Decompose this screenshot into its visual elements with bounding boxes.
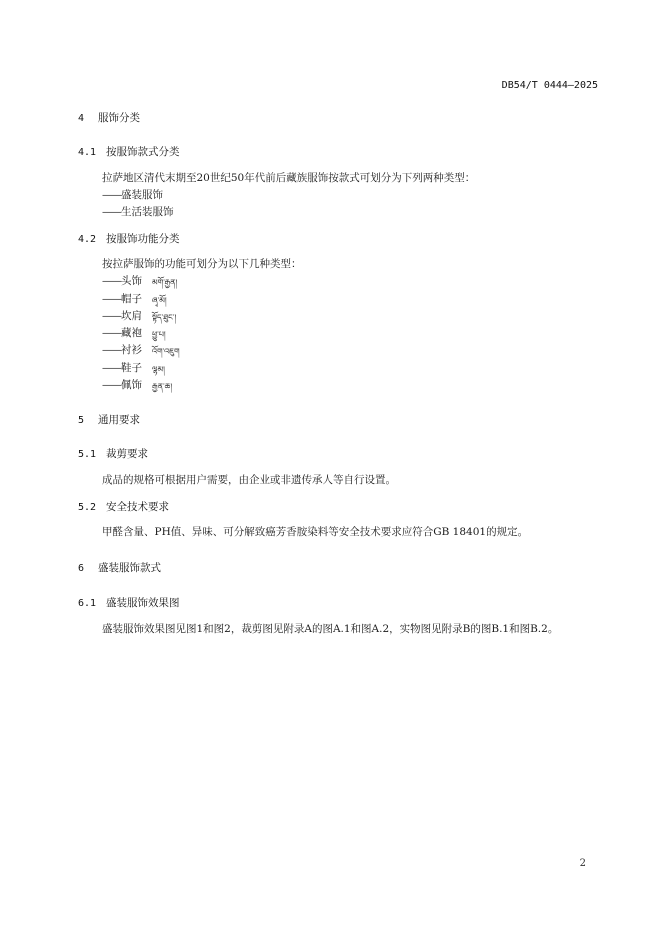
tibetan-term: འོག་འཇུག [152, 347, 180, 356]
list-item [102, 204, 174, 219]
section-4-1-heading [78, 144, 180, 159]
tibetan-term: མགོ་རྒྱན། [152, 278, 178, 287]
list-dash: —— [102, 344, 121, 356]
section-title: 裁剪要求 [106, 448, 148, 460]
list-dash: —— [102, 206, 121, 218]
section-6-1-heading [78, 595, 180, 610]
section-6-1-text: 盛装服饰效果图见图1和图2，裁剪图见附录A的图A.1和图A.2，实物图见附录B的图B.1和图B.2。 [102, 623, 559, 635]
list-dash: —— [102, 379, 121, 391]
section-title: 服饰分类 [98, 112, 140, 124]
section-number: 6 [78, 563, 85, 574]
section-number: 6.1 [78, 598, 97, 609]
list-item-label: 藏袍 [121, 327, 142, 339]
section-4-2-intro: 按拉萨服饰的功能可划分为以下几种类型： [102, 258, 302, 270]
section-5-1-text: 成品的规格可根据用户需要，由企业或非遗传承人等自行设置。 [102, 474, 396, 486]
list-dash: —— [102, 189, 121, 201]
section-5-2-text: 甲醛含量、PH值、异味、可分解致癌芳香胺染料等安全技术要求应符合GB 18401的规定。 [102, 526, 529, 538]
list-item-label: 盛装服饰 [121, 189, 163, 201]
list-item [102, 377, 172, 400]
section-title: 通用要求 [98, 414, 140, 426]
section-4-heading [78, 110, 140, 125]
section-5-heading [78, 412, 140, 427]
section-number: 5.1 [78, 449, 97, 460]
list-item-label: 坎肩 [121, 310, 142, 322]
list-dash: —— [102, 275, 121, 287]
list-dash: —— [102, 293, 121, 305]
section-title: 盛装服饰效果图 [106, 597, 180, 609]
section-number: 5 [78, 415, 85, 426]
list-item-label: 头饰 [121, 275, 142, 287]
page-number: 2 [579, 858, 586, 869]
section-5-1-heading [78, 446, 148, 461]
list-item-label: 鞋子 [121, 362, 142, 374]
list-item-label: 生活装服饰 [121, 206, 174, 218]
list-item [102, 187, 163, 202]
section-number: 4.2 [78, 234, 97, 245]
list-item-label: 佩饰 [121, 379, 142, 391]
tibetan-term: ཞྭ་མོ། [152, 296, 167, 305]
section-number: 5.2 [78, 502, 97, 513]
tibetan-term: རྒྱན་ཆ། [152, 382, 173, 391]
list-item-label: 衬衫 [121, 344, 142, 356]
tibetan-term: སྟོད་ཐུང་། [152, 313, 177, 322]
document-code: DB54/T 0444—2025 [501, 80, 598, 91]
section-4-2-heading [78, 231, 180, 246]
section-title: 按服饰功能分类 [106, 233, 180, 245]
section-5-2-heading [78, 499, 169, 514]
section-title: 安全技术要求 [106, 501, 169, 513]
list-dash: —— [102, 327, 121, 339]
tibetan-term: ཕྱུ་པ། [152, 330, 166, 339]
section-title: 盛装服饰款式 [98, 562, 161, 574]
list-dash: —— [102, 310, 121, 322]
section-title: 按服饰款式分类 [106, 146, 180, 158]
section-4-1-intro: 拉萨地区清代末期至20世纪50年代前后藏族服饰按款式可划分为下列两种类型： [102, 172, 476, 184]
list-dash: —— [102, 362, 121, 374]
tibetan-term: ལྷམ། [152, 365, 165, 374]
list-item-label: 帽子 [121, 293, 142, 305]
section-6-heading [78, 560, 161, 575]
section-number: 4.1 [78, 147, 97, 158]
section-number: 4 [78, 113, 85, 124]
